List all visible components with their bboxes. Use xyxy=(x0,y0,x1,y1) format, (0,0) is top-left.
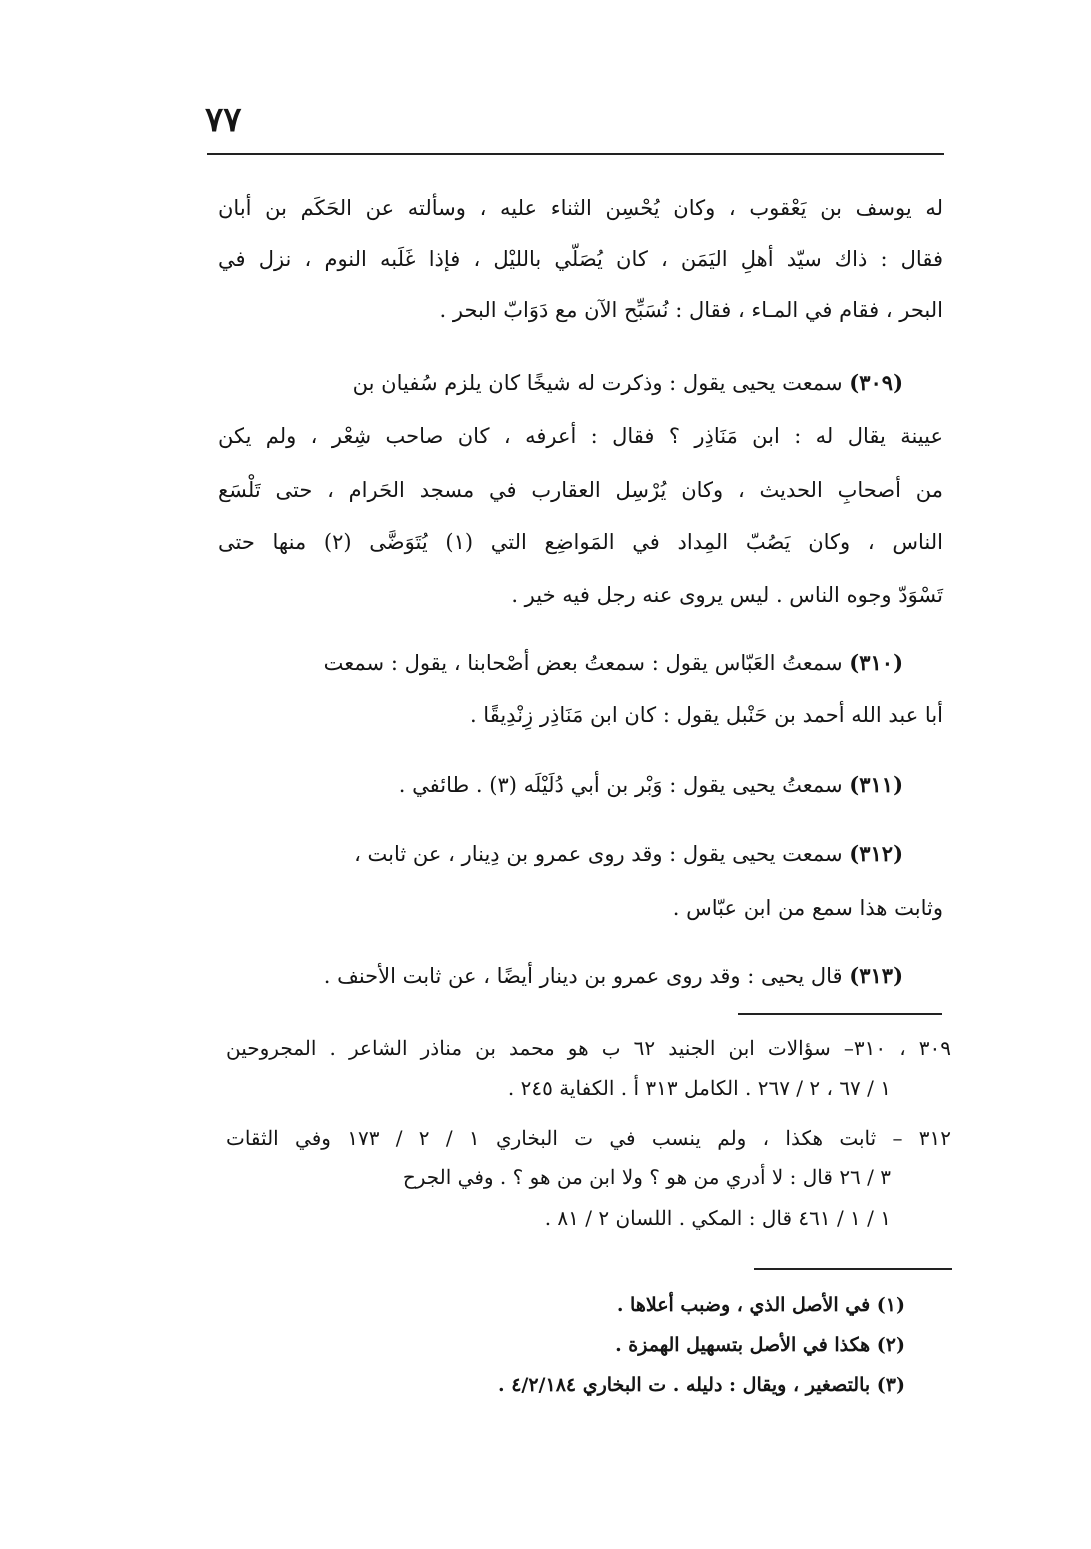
page-number: ٧٧ xyxy=(205,100,242,140)
entry-text: سمعتُ العَبّاس يقول : سمعتُ بعض أصْحابنا ، يقول : سمعت xyxy=(323,651,843,675)
header-rule xyxy=(207,153,944,155)
note-312: ٣١٢ – ثابت هكذا ، ولم ينسب في ت البخاري ١ / ٢ / ١٧٣ وفي الثقات xyxy=(226,1126,952,1150)
entry-313-first-line xyxy=(218,961,903,991)
entry-text: سمعت يحيى يقول : وقد روى عمرو بن دِينار ، عن ثابت ، xyxy=(354,842,843,866)
entry-311-first-line xyxy=(218,770,903,800)
note-312-cont: ٣ / ٢٦ قال : لا أدري من هو ؟ ولا ابن من هو ؟ . وفي الجرح xyxy=(402,1165,891,1189)
entry-text: سمعتُ يحيى يقول : وَبْر بن أبي دُلَيْلَه (٣) . طائفي . xyxy=(398,773,843,797)
entry-number: (٣١٠) xyxy=(849,650,903,675)
entry-309-line: عيينة يقال له : ابن مَنَاذِر ؟ فقال : أعرفه ، كان صاحب شِعْر ، ولم يكن xyxy=(218,424,943,448)
entry-number: (٣١١) xyxy=(849,772,903,797)
entry-310-first-line xyxy=(218,648,903,678)
entry-309-first-line xyxy=(218,368,903,398)
note-309-310-cont: ١ / ٦٧ ، ٢ / ٢٦٧ . الكامل ٣١٣ أ . الكفاية ٢٤٥ . xyxy=(507,1076,891,1100)
entry-text: سمعت يحيى يقول : وذكرت له شيخًا كان يلزم سُفيان بن xyxy=(352,371,843,395)
entry-309-line: من أصحابِ الحديث ، وكان يُرْسِل العقارب في مسجد الحَرام ، حتى تَلْسَع xyxy=(218,478,943,502)
intro-line: له يوسف بن يَعْقوب ، وكان يُحْسِن الثناء عليه ، وسألته عن الحَكَم بن أبان xyxy=(218,196,943,220)
footnote-rule xyxy=(754,1268,952,1270)
footnote-2: (٢) هكذا في الأصل بتسهيل الهمزة . xyxy=(615,1334,905,1356)
note-312-cont: ١ / ١ / ٤٦١ قال : المكي . اللسان ٢ / ٨١ . xyxy=(544,1206,891,1230)
footnote-1: (١) في الأصل الذي ، وضبب أعلاها . xyxy=(616,1294,905,1316)
intro-line: البحر ، فقام في المـاء ، فقال : نُسَبِّح الآن مع دَوَابّ البحر . xyxy=(439,298,943,322)
entry-number: (٣٠٩) xyxy=(849,370,903,395)
entry-309-line: تَسْوَدّ وجوه الناس . ليس يروى عنه رجل فيه خير . xyxy=(511,583,943,607)
entry-text: قال يحيى : وقد روى عمرو بن دينار أيضًا ، عن ثابت الأحنف . xyxy=(323,964,843,988)
notes-rule xyxy=(738,1013,942,1015)
intro-line: فقال : ذاك سيّد أهلِ اليَمَن ، كان يُصَلّي بالليْل ، فإذا غَلَبه النوم ، نزل في xyxy=(218,247,943,271)
entry-312-first-line xyxy=(218,839,903,869)
entry-310-line: أبا عبد الله أحمد بن حَنْبل يقول : كان ابن مَنَاذِر زِنْدِيقًا . xyxy=(469,703,943,727)
entry-number: (٣١٢) xyxy=(849,841,903,866)
entry-number: (٣١٣) xyxy=(849,963,903,988)
footnote-3: (٣) بالتصغير ، ويقال : دليله . ت البخاري ٤/٢/١٨٤ . xyxy=(497,1374,905,1396)
entry-309-line: الناس ، وكان يَصُبّ المِداد في المَواضِع التي (١) يُتَوَضَّى (٢) منها حتى xyxy=(218,530,943,554)
note-309-310: ٣٠٩ ، ٣١٠– سؤالات ابن الجنيد ٦٢ ب هو محمد بن مناذر الشاعر . المجروحين xyxy=(226,1036,951,1060)
entry-312-line: وثابت هذا سمع من ابن عبّاس . xyxy=(672,896,943,920)
